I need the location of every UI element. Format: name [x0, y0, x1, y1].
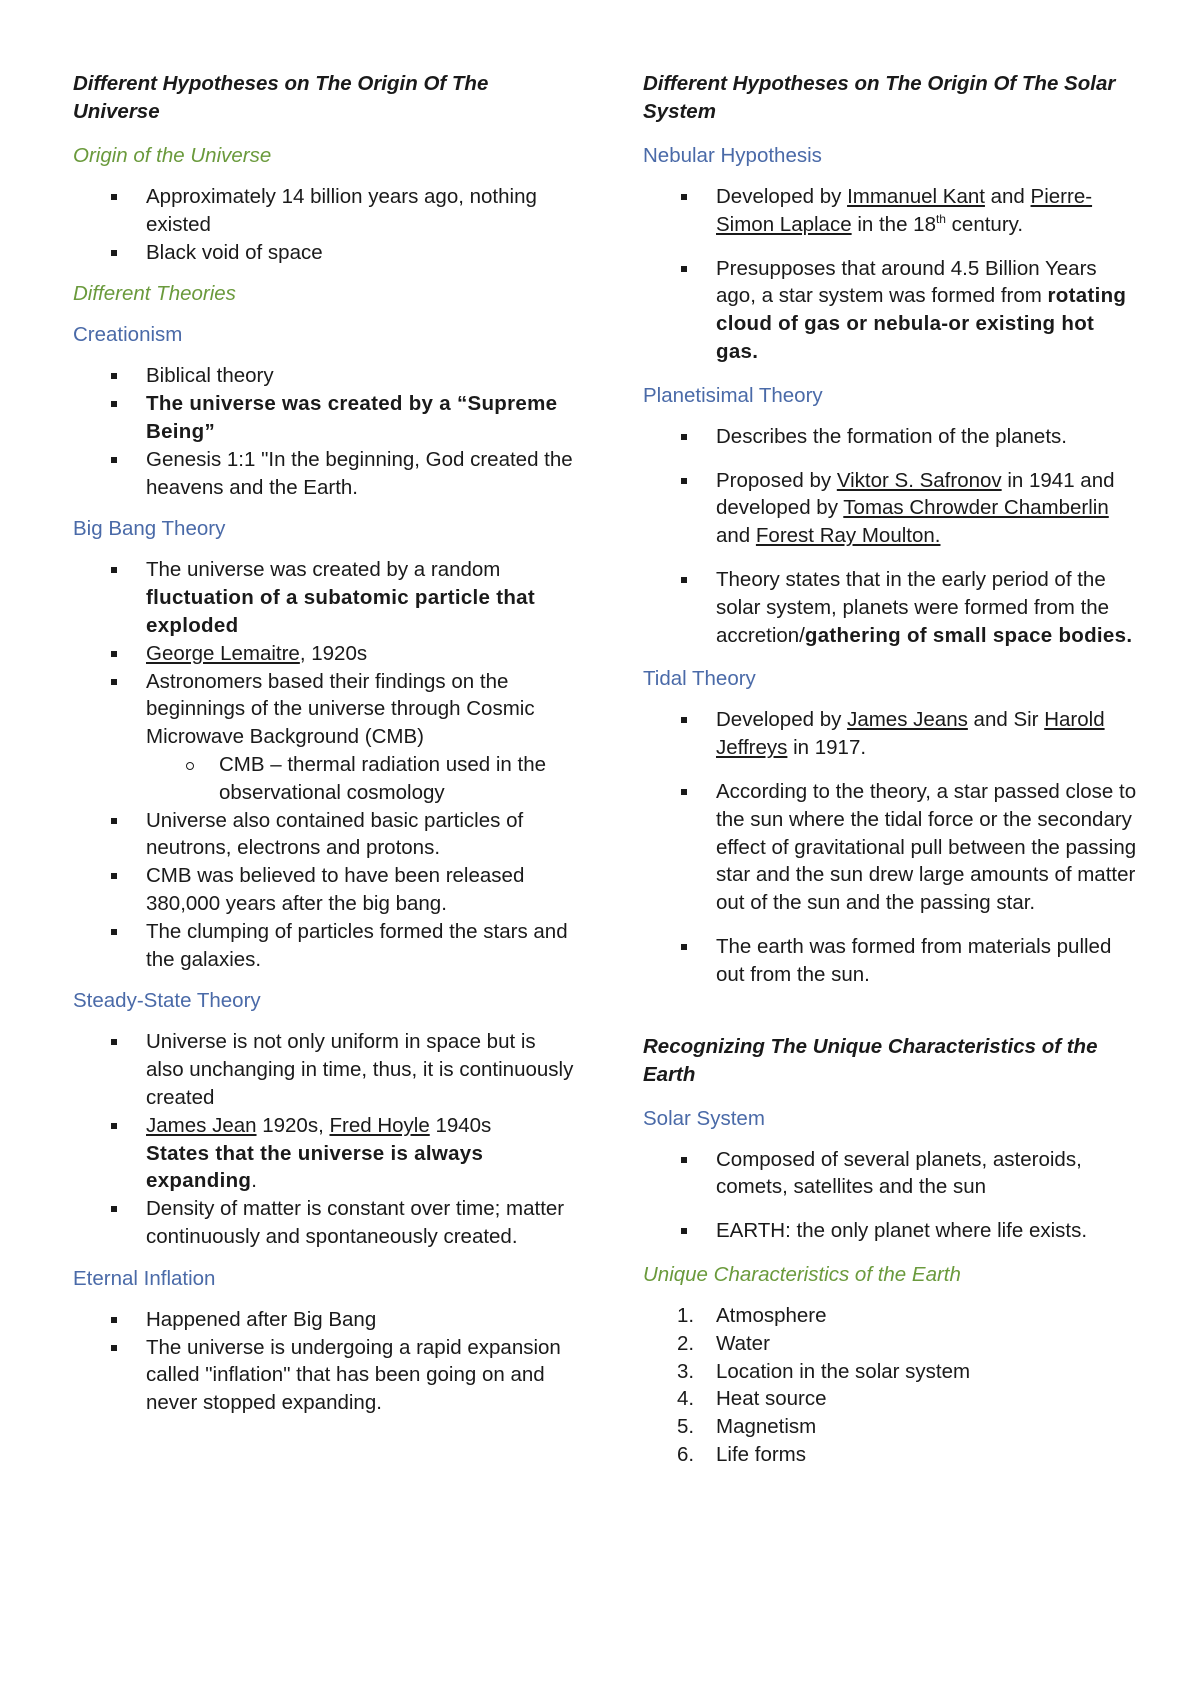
text: 1940s — [429, 1113, 492, 1137]
bold-text: rotating cloud of gas or nebula-or existing hot gas. — [716, 284, 1127, 363]
text: in 1941 and developed by — [716, 468, 1115, 520]
list-item: The clumping of particles formed the stars and the galaxies. — [73, 918, 578, 974]
person-name: Forest Ray Moulton. — [755, 524, 941, 548]
item-text: Location in the solar system — [716, 1359, 971, 1383]
item-number: 4. — [677, 1387, 695, 1411]
bigbang-list — [73, 556, 578, 973]
tidal-list — [643, 706, 1138, 988]
list-item: The universe is undergoing a rapid expansion called "inflation" that has been going on and never stopped expanding. — [73, 1334, 578, 1417]
person-name: George Lemaitre — [146, 641, 300, 665]
item-number: 1. — [677, 1303, 695, 1327]
superscript: th — [935, 211, 946, 226]
origin-list — [73, 183, 578, 266]
bold-text: gathering of small space bodies. — [804, 623, 1133, 647]
numbered-item — [643, 1441, 1138, 1469]
person-name: Fred Hoyle — [329, 1113, 430, 1137]
list-item: CMB was believed to have been released 380,000 years after the big bang. — [73, 862, 578, 918]
list-item — [643, 255, 1138, 366]
person-name: Viktor S. Safronov — [836, 468, 1002, 492]
list-item — [73, 640, 578, 668]
bold-text: States that the universe is always expanding — [146, 1141, 484, 1193]
steady-state-list — [73, 1028, 578, 1250]
list-item: Black void of space — [73, 239, 578, 267]
text: in 1917. — [787, 736, 867, 760]
creationism-list — [73, 362, 578, 501]
item-number: 6. — [677, 1442, 695, 1466]
text: Proposed by — [716, 468, 837, 492]
person-name: James Jean — [146, 1113, 257, 1137]
list-item: Biblical theory — [73, 362, 578, 390]
item-number: 3. — [677, 1359, 695, 1383]
list-item: Astronomers based their findings on the beginnings of the universe through Cosmic Microwave Background (CMB) — [73, 668, 578, 751]
numbered-item — [643, 1385, 1138, 1413]
spacer — [643, 1005, 1138, 1033]
eternal-inflation-list — [73, 1306, 578, 1417]
list-item — [643, 706, 1138, 762]
planetisimal-list — [643, 423, 1138, 650]
list-item: According to the theory, a star passed close to the sun where the tidal force or the secondary effect of gravitational pull between the passing star and the sun drew large amounts of matter out of the sun and the passing star. — [643, 778, 1138, 917]
list-item: Universe is not only uniform in space but is also unchanging in time, thus, it is continuously created — [73, 1028, 578, 1111]
sub-list-item: CMB – thermal radiation used in the observational cosmology — [73, 751, 578, 807]
text: and — [716, 524, 756, 548]
list-item: Approximately 14 billion years ago, nothing existed — [73, 183, 578, 239]
list-item — [73, 1112, 578, 1195]
heading-steady-state: Steady-State Theory — [73, 989, 261, 1013]
heading-unique-characteristics: Unique Characteristics of the Earth — [643, 1262, 961, 1286]
list-item — [643, 183, 1138, 239]
section-title-universe: Different Hypotheses on The Origin Of The Universe — [73, 72, 489, 123]
person-name: James Jeans — [847, 708, 968, 732]
item-text: Water — [716, 1331, 770, 1355]
text: and Sir — [967, 708, 1045, 732]
text: . — [251, 1169, 257, 1193]
heading-theories: Different Theories — [73, 282, 236, 306]
list-item — [643, 467, 1138, 550]
item-text: Life forms — [716, 1442, 806, 1466]
solar-system-list — [643, 1146, 1138, 1245]
heading-tidal: Tidal Theory — [643, 667, 756, 691]
heading-planetisimal: Planetisimal Theory — [643, 383, 823, 407]
heading-eternal-inflation: Eternal Inflation — [73, 1266, 216, 1290]
numbered-item — [643, 1413, 1138, 1441]
item-number: 5. — [677, 1415, 695, 1439]
list-item: Describes the formation of the planets. — [643, 423, 1138, 451]
section-title-earth: Recognizing The Unique Characteristics of the Earth — [643, 1034, 1098, 1086]
item-text: Magnetism — [716, 1415, 817, 1439]
numbered-item — [643, 1358, 1138, 1386]
text: Developed by — [716, 185, 848, 208]
bold-text: The universe was created by a “Supreme Being” — [146, 392, 558, 443]
list-item — [643, 566, 1138, 649]
heading-nebular: Nebular Hypothesis — [643, 144, 822, 167]
list-item — [73, 390, 578, 446]
heading-origin: Origin of the Universe — [73, 144, 272, 167]
heading-creationism: Creationism — [73, 323, 183, 347]
text: 1920s, — [256, 1113, 330, 1137]
person-name: Pierre-Simon Laplace — [716, 185, 1093, 236]
text: in the 18 — [851, 212, 936, 236]
left-column — [73, 70, 578, 1431]
list-item: Composed of several planets, asteroids, comets, satellites and the sun — [643, 1146, 1138, 1202]
list-item: Universe also contained basic particles of neutrons, electrons and protons. — [73, 807, 578, 863]
list-item: Density of matter is constant over time; matter continuously and spontaneously created. — [73, 1195, 578, 1251]
text: Presupposes that around 4.5 Billion Years ago, a star system was formed from — [716, 256, 1097, 308]
list-item: The earth was formed from materials pulled out from the sun. — [643, 933, 1138, 989]
person-name: Immanuel Kant — [847, 185, 985, 208]
list-item: Genesis 1:1 "In the beginning, God created the heavens and the Earth. — [73, 446, 578, 502]
text: and — [984, 185, 1031, 208]
person-name: Tomas Chrowder Chamberlin — [843, 496, 1109, 520]
numbered-item — [643, 1302, 1138, 1330]
text: Theory states that in the early period of the solar system, planets were formed from the accretion/ — [716, 567, 1110, 647]
nebular-list — [643, 183, 1138, 366]
text: Developed by — [716, 708, 848, 732]
heading-bigbang: Big Bang Theory — [73, 517, 226, 541]
text: , 1920s — [299, 641, 368, 665]
text: century. — [945, 212, 1024, 236]
item-text: Heat source — [716, 1387, 827, 1411]
list-item: EARTH: the only planet where life exists. — [643, 1217, 1138, 1245]
person-name: Harold Jeffreys — [716, 708, 1105, 760]
heading-solar-system: Solar System — [643, 1106, 765, 1130]
right-column — [643, 70, 1138, 1469]
section-title-solar-system: Different Hypotheses on The Origin Of The Solar System — [643, 72, 1116, 123]
list-item — [73, 556, 578, 639]
numbered-item — [643, 1330, 1138, 1358]
item-number: 2. — [677, 1331, 695, 1355]
bold-text: fluctuation of a subatomic particle that exploded — [146, 586, 536, 637]
text: The universe was created by a random — [146, 558, 501, 582]
list-item: Happened after Big Bang — [73, 1306, 578, 1334]
unique-characteristics-list — [643, 1302, 1138, 1469]
item-text: Atmosphere — [716, 1303, 827, 1327]
